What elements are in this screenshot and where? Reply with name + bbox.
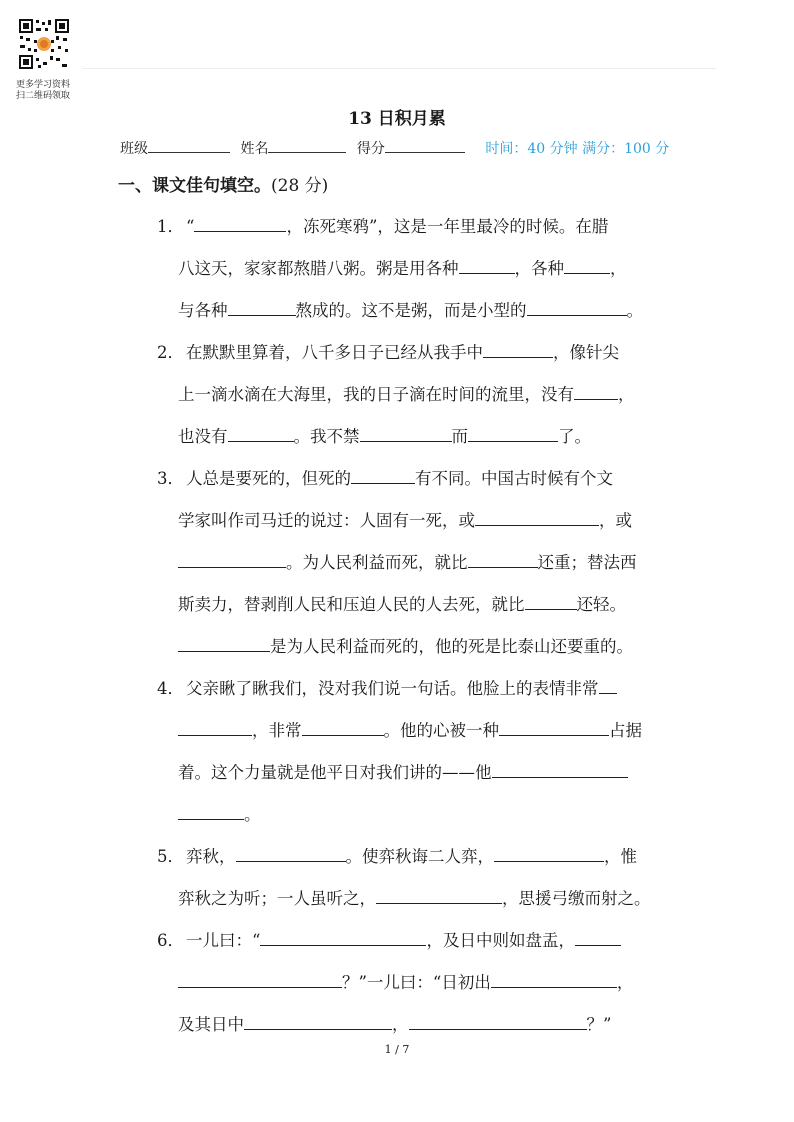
q3-text: 斯卖力，替剥削人民和压迫人民的人去死，就比 <box>178 595 525 614</box>
page-title: 13 日积月累 <box>348 109 446 129</box>
q3-text: 有不同。中国古时候有个文 <box>415 469 613 488</box>
q2-line1 <box>186 339 619 363</box>
q6-text: ， <box>616 973 634 992</box>
q1-text: “ <box>186 217 195 236</box>
q5-blank-2[interactable] <box>494 843 604 862</box>
q4-blank-3[interactable] <box>499 717 609 736</box>
q2-blank-2[interactable] <box>574 381 618 400</box>
q4-number: 4． <box>157 679 184 698</box>
q4-blank-1a[interactable] <box>599 675 617 694</box>
q3-line2 <box>178 507 632 531</box>
q4-line2 <box>178 717 642 741</box>
q4-blank-2[interactable] <box>302 717 384 736</box>
q3-text: 。为人民利益而死，就比 <box>286 553 468 572</box>
q1-text: 。 <box>626 301 643 320</box>
q2-number: 2． <box>157 343 184 362</box>
q6-blank-2a[interactable] <box>575 927 621 946</box>
q3-text: ，或 <box>599 511 632 530</box>
q2-line3 <box>178 423 591 447</box>
q4-text: 着。这个力量就是他平日对我们讲的——他 <box>178 763 492 782</box>
q2-text: 了。 <box>558 427 591 446</box>
section-heading <box>118 171 328 196</box>
student-info-row <box>120 138 669 158</box>
q3-blank-4[interactable] <box>468 549 538 568</box>
q3-blank-3[interactable] <box>178 549 286 568</box>
q6-line1 <box>186 927 621 951</box>
q6-line3 <box>178 1011 611 1035</box>
q1-blank-3[interactable] <box>564 255 610 274</box>
q3-blank-1[interactable] <box>351 465 415 484</box>
q6-line2 <box>178 969 633 993</box>
q1-text: 八这天，家家都熬腊八粥。粥是用各种 <box>178 259 459 278</box>
q1-line3 <box>178 297 643 321</box>
time-info: 时间：40 分钟 满分：100 分 <box>485 141 670 157</box>
q3-text: 学家叫作司马迁的说过：人固有一死，或 <box>178 511 475 530</box>
q1-text: 熬成的。这不是粥，而是小型的 <box>295 301 527 320</box>
q2-text: 上一滴水滴在大海里，我的日子滴在时间的流里，没有 <box>178 385 574 404</box>
q3-text: 还重；替法西 <box>537 553 637 572</box>
section-score: (28 分) <box>271 176 329 196</box>
q1-blank-2[interactable] <box>459 255 515 274</box>
q1-text: ，冻死寒鸦”，这是一年里最冷的时候。在腊 <box>286 217 609 236</box>
q1-line2 <box>178 255 627 279</box>
q4-text: 。 <box>244 805 261 824</box>
q4-text: 父亲瞅了瞅我们，没对我们说一句话。他脸上的表情非常 <box>186 679 599 698</box>
q5-text: ，惟 <box>604 847 637 866</box>
q6-number: 6． <box>157 931 184 950</box>
q2-blank-5[interactable] <box>468 423 558 442</box>
q2-text: 。我不禁 <box>293 427 360 446</box>
q4-line3 <box>178 759 628 783</box>
q3-line4 <box>178 591 626 615</box>
header-divider <box>82 68 716 69</box>
page-number: 1 / 7 <box>384 1043 410 1056</box>
name-label: 姓名 <box>240 141 269 157</box>
q1-blank-4[interactable] <box>228 297 296 316</box>
score-field[interactable] <box>385 138 465 153</box>
section-title: 一、课文佳句填空。 <box>118 176 271 196</box>
q2-line2 <box>178 381 635 405</box>
qr-note-line1: 更多学习资料 <box>16 80 71 90</box>
q5-text: 。使弈秋诲二人弈， <box>345 847 494 866</box>
q3-text: 是为人民利益而死的，他的死是比泰山还要重的。 <box>270 637 633 656</box>
score-label: 得分 <box>356 141 385 157</box>
q3-blank-5[interactable] <box>525 591 577 610</box>
q2-text: ， <box>618 385 635 404</box>
q5-text: 弈秋之为听；一人虽听之， <box>178 889 376 908</box>
q5-text: ，思援弓缴而射之。 <box>502 889 651 908</box>
q5-text: 弈秋， <box>186 847 236 866</box>
q6-blank-1[interactable] <box>260 927 426 946</box>
q3-blank-6[interactable] <box>178 633 270 652</box>
q4-text: ，非常 <box>252 721 302 740</box>
q3-text: 还轻。 <box>576 595 626 614</box>
q3-number: 3． <box>157 469 184 488</box>
q2-text: ，像针尖 <box>553 343 619 362</box>
q3-line3 <box>178 549 637 573</box>
qr-code-image <box>18 18 70 70</box>
q2-text: 在默默里算着，八千多日子已经从我手中 <box>186 343 483 362</box>
q5-line1 <box>186 843 637 867</box>
q4-line1 <box>186 675 617 699</box>
qr-note <box>16 80 70 102</box>
q6-blank-3[interactable] <box>491 969 617 988</box>
q4-blank-4b[interactable] <box>178 801 244 820</box>
q5-number: 5． <box>157 847 184 866</box>
name-field[interactable] <box>268 138 346 153</box>
q1-number: 1． <box>157 217 184 236</box>
q3-text: 人总是要死的，但死的 <box>186 469 351 488</box>
q1-text: ， <box>610 259 627 278</box>
q1-blank-1[interactable] <box>194 213 286 232</box>
q6-text: ， <box>392 1015 409 1034</box>
q5-blank-1[interactable] <box>236 843 346 862</box>
q6-blank-4[interactable] <box>244 1011 392 1030</box>
q3-line1 <box>186 465 613 489</box>
q2-blank-3[interactable] <box>228 423 294 442</box>
q4-blank-1b[interactable] <box>178 717 252 736</box>
q3-blank-2[interactable] <box>475 507 599 526</box>
q2-text: 而 <box>451 427 468 446</box>
class-label: 班级 <box>120 141 148 157</box>
q6-blank-2b[interactable] <box>178 969 342 988</box>
q4-line4 <box>178 801 261 825</box>
q6-blank-5[interactable] <box>409 1011 587 1030</box>
class-field[interactable] <box>148 138 230 153</box>
q6-text: ？” <box>586 1015 612 1034</box>
q4-text: 占据 <box>609 721 642 740</box>
q6-text: 一儿曰：“ <box>186 931 261 950</box>
q5-line2 <box>178 885 651 909</box>
qr-note-line2: 扫二维码领取 <box>16 91 71 101</box>
q2-blank-4[interactable] <box>360 423 452 442</box>
q6-text: ？”一儿曰：“日初出 <box>342 973 491 992</box>
q1-text: 与各种 <box>178 301 228 320</box>
q2-text: 也没有 <box>178 427 228 446</box>
q2-blank-1[interactable] <box>483 339 553 358</box>
q1-blank-5[interactable] <box>527 297 627 316</box>
q1-line1 <box>186 213 608 237</box>
q6-text: ，及日中则如盘盂， <box>426 931 575 950</box>
q4-blank-4a[interactable] <box>492 759 628 778</box>
q6-text: 及其日中 <box>178 1015 244 1034</box>
q5-blank-3[interactable] <box>376 885 502 904</box>
q3-line5 <box>178 633 633 657</box>
q1-text: ，各种 <box>514 259 564 278</box>
q4-text: 。他的心被一种 <box>383 721 499 740</box>
